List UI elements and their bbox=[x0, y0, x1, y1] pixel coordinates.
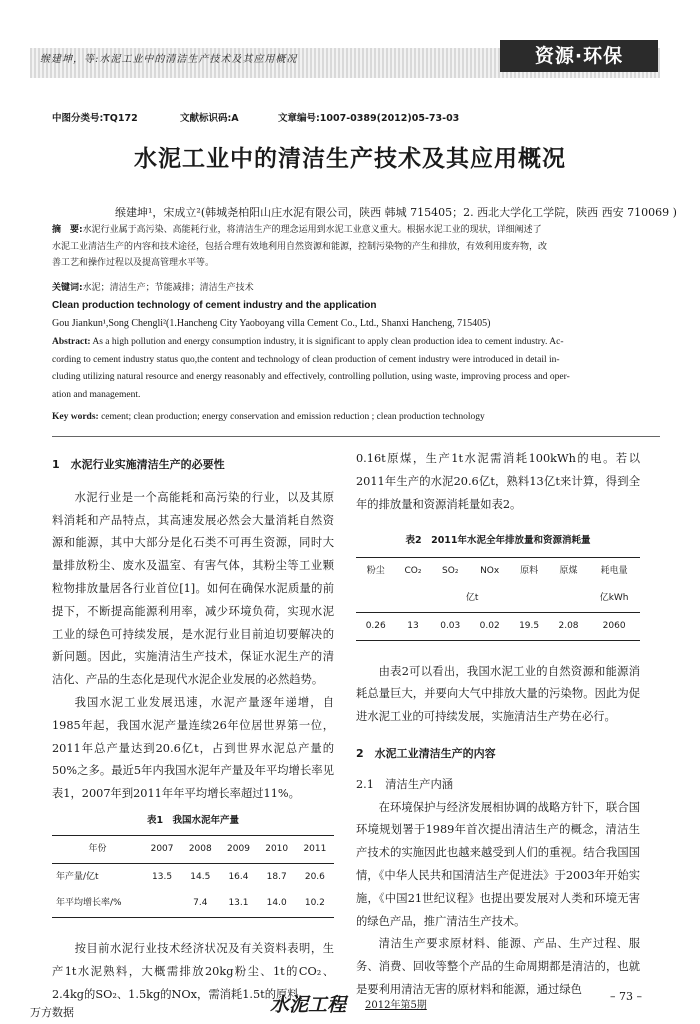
table-cell: 原煤 bbox=[559, 566, 578, 577]
table-1-caption: 表1 我国水泥年产量 bbox=[146, 814, 240, 826]
table-cell: 2010 bbox=[265, 843, 289, 854]
table-cell: 10.2 bbox=[304, 898, 325, 909]
table-cell: 13 bbox=[407, 620, 419, 631]
paragraph: 我国水泥工业发展迅速，水泥产量逐年递增，自1985年起，我国水泥产量连续26年位居世界第一位，2011年总产量达到20.6亿t，占到世界水泥总产量的50%之多。最近5年内我国水泥年产量及年平均增长率见表1，2007年到2011年年平均增长率超过11%。 bbox=[52, 695, 334, 801]
abstract-en-line: ation and management. bbox=[52, 389, 141, 400]
journal-logo: 水泥工程 bbox=[270, 994, 347, 1016]
keywords-cn bbox=[52, 280, 660, 297]
abstract-line: 水泥工业清洁生产的内容和技术途径，包括合理有效地利用自然资源和能源，控制污染物的产生和排放，有效利用废弃物，改 bbox=[52, 241, 548, 252]
table-unit: 亿kWh bbox=[599, 592, 629, 603]
table-cell: 19.5 bbox=[519, 620, 540, 631]
table-cell: 13.1 bbox=[228, 898, 249, 909]
abstract-en bbox=[52, 334, 660, 404]
table-cell: 20.6 bbox=[304, 871, 325, 882]
table-cell: 14.0 bbox=[266, 898, 287, 909]
table-cell: 14.5 bbox=[190, 871, 211, 882]
authors-en: Gou Jiankun¹,Song Chengli²(1.Hancheng City Yaoboyang villa Cement Co., Ltd., Shanxi Hancheng, 715405) bbox=[52, 318, 491, 329]
abstract-en-label: Abstract: bbox=[52, 337, 91, 347]
paragraph: 在环境保护与经济发展相协调的战略方针下，联合国环境规划署于1989年首次提出清洁生产的概念，清洁生产技术的实施因此也越来越受到人们的重视。结合我国国情，《中华人民共和国清洁生产促进法》于2003年开始实施，《中国21世纪议程》也提出要发展对人类和环境无害的绿色产品，推广清洁生产技术。 bbox=[356, 800, 640, 928]
table-2-caption: 表2 2011年水泥全年排放量和资源消耗量 bbox=[405, 535, 591, 547]
table-cell: 年产量/亿t bbox=[56, 871, 99, 882]
divider bbox=[52, 436, 660, 437]
article-number: 文章编号:1007-0389(2012)05-73-03 bbox=[278, 113, 460, 124]
keywords-en-text: cement; clean production; energy conservation and emission reduction ; clean production technology bbox=[101, 412, 485, 422]
abstract-line: 善工艺和操作过程以及提高管理水平等。 bbox=[52, 258, 215, 268]
table-cell: 2.08 bbox=[558, 620, 579, 631]
table-2 bbox=[356, 557, 640, 640]
keywords-en bbox=[52, 412, 660, 422]
title-en: Clean production technology of cement industry and the application bbox=[52, 300, 377, 311]
paragraph: 0.16t原煤，生产1t水泥需消耗100kWh的电。若以2011年生产的水泥20.6亿t，熟料13亿t来计算，得到全年的排放量和资源消耗量如表2。 bbox=[356, 452, 640, 511]
table-cell: 2007 bbox=[150, 843, 174, 854]
table-cell: 粉尘 bbox=[366, 566, 385, 577]
source-watermark: 万方数据 bbox=[30, 1006, 74, 1019]
running-title: 缑建坤，等:水泥工业中的清洁生产技术及其应用概况 bbox=[40, 54, 298, 65]
table-cell: 7.4 bbox=[193, 898, 208, 909]
issue-label: 2012年第5期 bbox=[365, 1000, 427, 1011]
abstract-en-line: As a high pollution and energy consumption industry, it is significant to apply clean production idea to cement industry. Ac- bbox=[92, 337, 564, 347]
doc-code: 文献标识码:A bbox=[180, 113, 239, 124]
table-cell: SO₂ bbox=[442, 566, 459, 577]
table-cell: 2011 bbox=[303, 843, 327, 854]
abstract-line: 水泥行业属于高污染、高能耗行业，将清洁生产的理念运用到水泥工业意义重大。根据水泥工业的现状，详细阐述了 bbox=[82, 225, 542, 235]
section-2-1-heading: 2.1 清洁生产内涵 bbox=[356, 777, 454, 791]
table-cell bbox=[143, 890, 181, 917]
table-cell: 0.03 bbox=[440, 620, 461, 631]
paragraph: 由表2可以看出，我国水泥工业的自然资源和能源消耗总量巨大，并要向大气中排放大量的污染物。因此为促进水泥工业的可持续发展，实施清洁生产势在必行。 bbox=[356, 664, 640, 724]
table-cell: 16.4 bbox=[228, 871, 249, 882]
section-tag: 资源·环保 bbox=[500, 40, 658, 72]
paragraph: 按目前水泥行业技术经济状况及有关资料表明，生产1t水泥熟料，大概需排放20kg粉尘、1t的CO₂、2.4kg的SO₂、1.5kg的NOx，需消耗1.5t的原料、 bbox=[52, 942, 334, 1001]
abstract-cn bbox=[52, 222, 660, 272]
table-cell: 年份 bbox=[88, 843, 107, 854]
table-cell: 0.02 bbox=[479, 620, 500, 631]
abstract-en-line: cluding utilizing natural resource and energy reasonably and effectively, controlling pollution, using waste, improving process and oper- bbox=[52, 372, 570, 383]
paragraph: 清洁生产要求原材料、能源、产品、生产过程、服务、消费、回收等整个产品的生命周期都是清洁的，也就是要利用清洁无害的原材料和能源，通过绿色 bbox=[356, 937, 640, 996]
clc-number: 中图分类号:TQ172 bbox=[52, 113, 138, 124]
section-2-heading: 2 水泥工业清洁生产的内容 bbox=[356, 746, 496, 760]
table-cell: 18.7 bbox=[266, 871, 287, 882]
keywords-text: 水泥；清洁生产；节能减排；清洁生产技术 bbox=[82, 283, 254, 293]
right-column bbox=[356, 448, 640, 1002]
table-cell: 2060 bbox=[602, 620, 626, 631]
table-cell: 耗电量 bbox=[600, 566, 628, 577]
table-cell: 13.5 bbox=[152, 871, 173, 882]
abstract-en-line: cording to cement industry status quo,the content and technology of clean production of cement industry were introduced in detail in- bbox=[52, 354, 560, 365]
table-cell: 原料 bbox=[520, 566, 539, 577]
table-unit: 亿t bbox=[465, 592, 479, 603]
table-cell: NOx bbox=[480, 566, 500, 577]
left-column bbox=[52, 452, 334, 1007]
keywords-en-label: Key words: bbox=[52, 412, 99, 422]
table-1 bbox=[52, 835, 334, 918]
table-cell: 0.26 bbox=[365, 620, 386, 631]
section-1-heading: 1 水泥行业实施清洁生产的必要性 bbox=[52, 458, 225, 471]
table-cell: 年平均增长率/% bbox=[56, 898, 122, 909]
paper-title: 水泥工业中的清洁生产技术及其应用概况 bbox=[134, 146, 566, 172]
table-cell: CO₂ bbox=[404, 566, 422, 577]
keywords-label: 关键词: bbox=[52, 283, 83, 293]
table-cell: 2008 bbox=[188, 843, 212, 854]
table-cell: 2009 bbox=[227, 843, 250, 854]
paragraph: 水泥行业是一个高能耗和高污染的行业，以及其原料消耗和产品特点，其高速发展必然会大量消耗自然资源和能源，其中大部分是化石类不可再生资源，同时大量排放粉尘、废水及温室、有害气体，其粉尘等工业颗粒物排放量居各行业首位[1]。如何在确保水泥质量的前提下，不断提高能源利用率，减少环境负荷，实现水泥工业的绿色可持续发展，是水泥行业目前迫切要解决的新问题。因此，实施清洁生产技术，保证水泥生产的清洁化、产品的生态化是现代水泥企业发展的必然趋势。 bbox=[52, 490, 334, 687]
abstract-label: 摘 要: bbox=[52, 225, 83, 235]
page-number: – 73 – bbox=[610, 990, 642, 1003]
authors-cn: 缑建坤¹，宋成立²(韩城尧柏阳山庄水泥有限公司，陕西 韩城 715405；2. 西北大学化工学院，陕西 西安 710069 ) bbox=[115, 206, 677, 219]
